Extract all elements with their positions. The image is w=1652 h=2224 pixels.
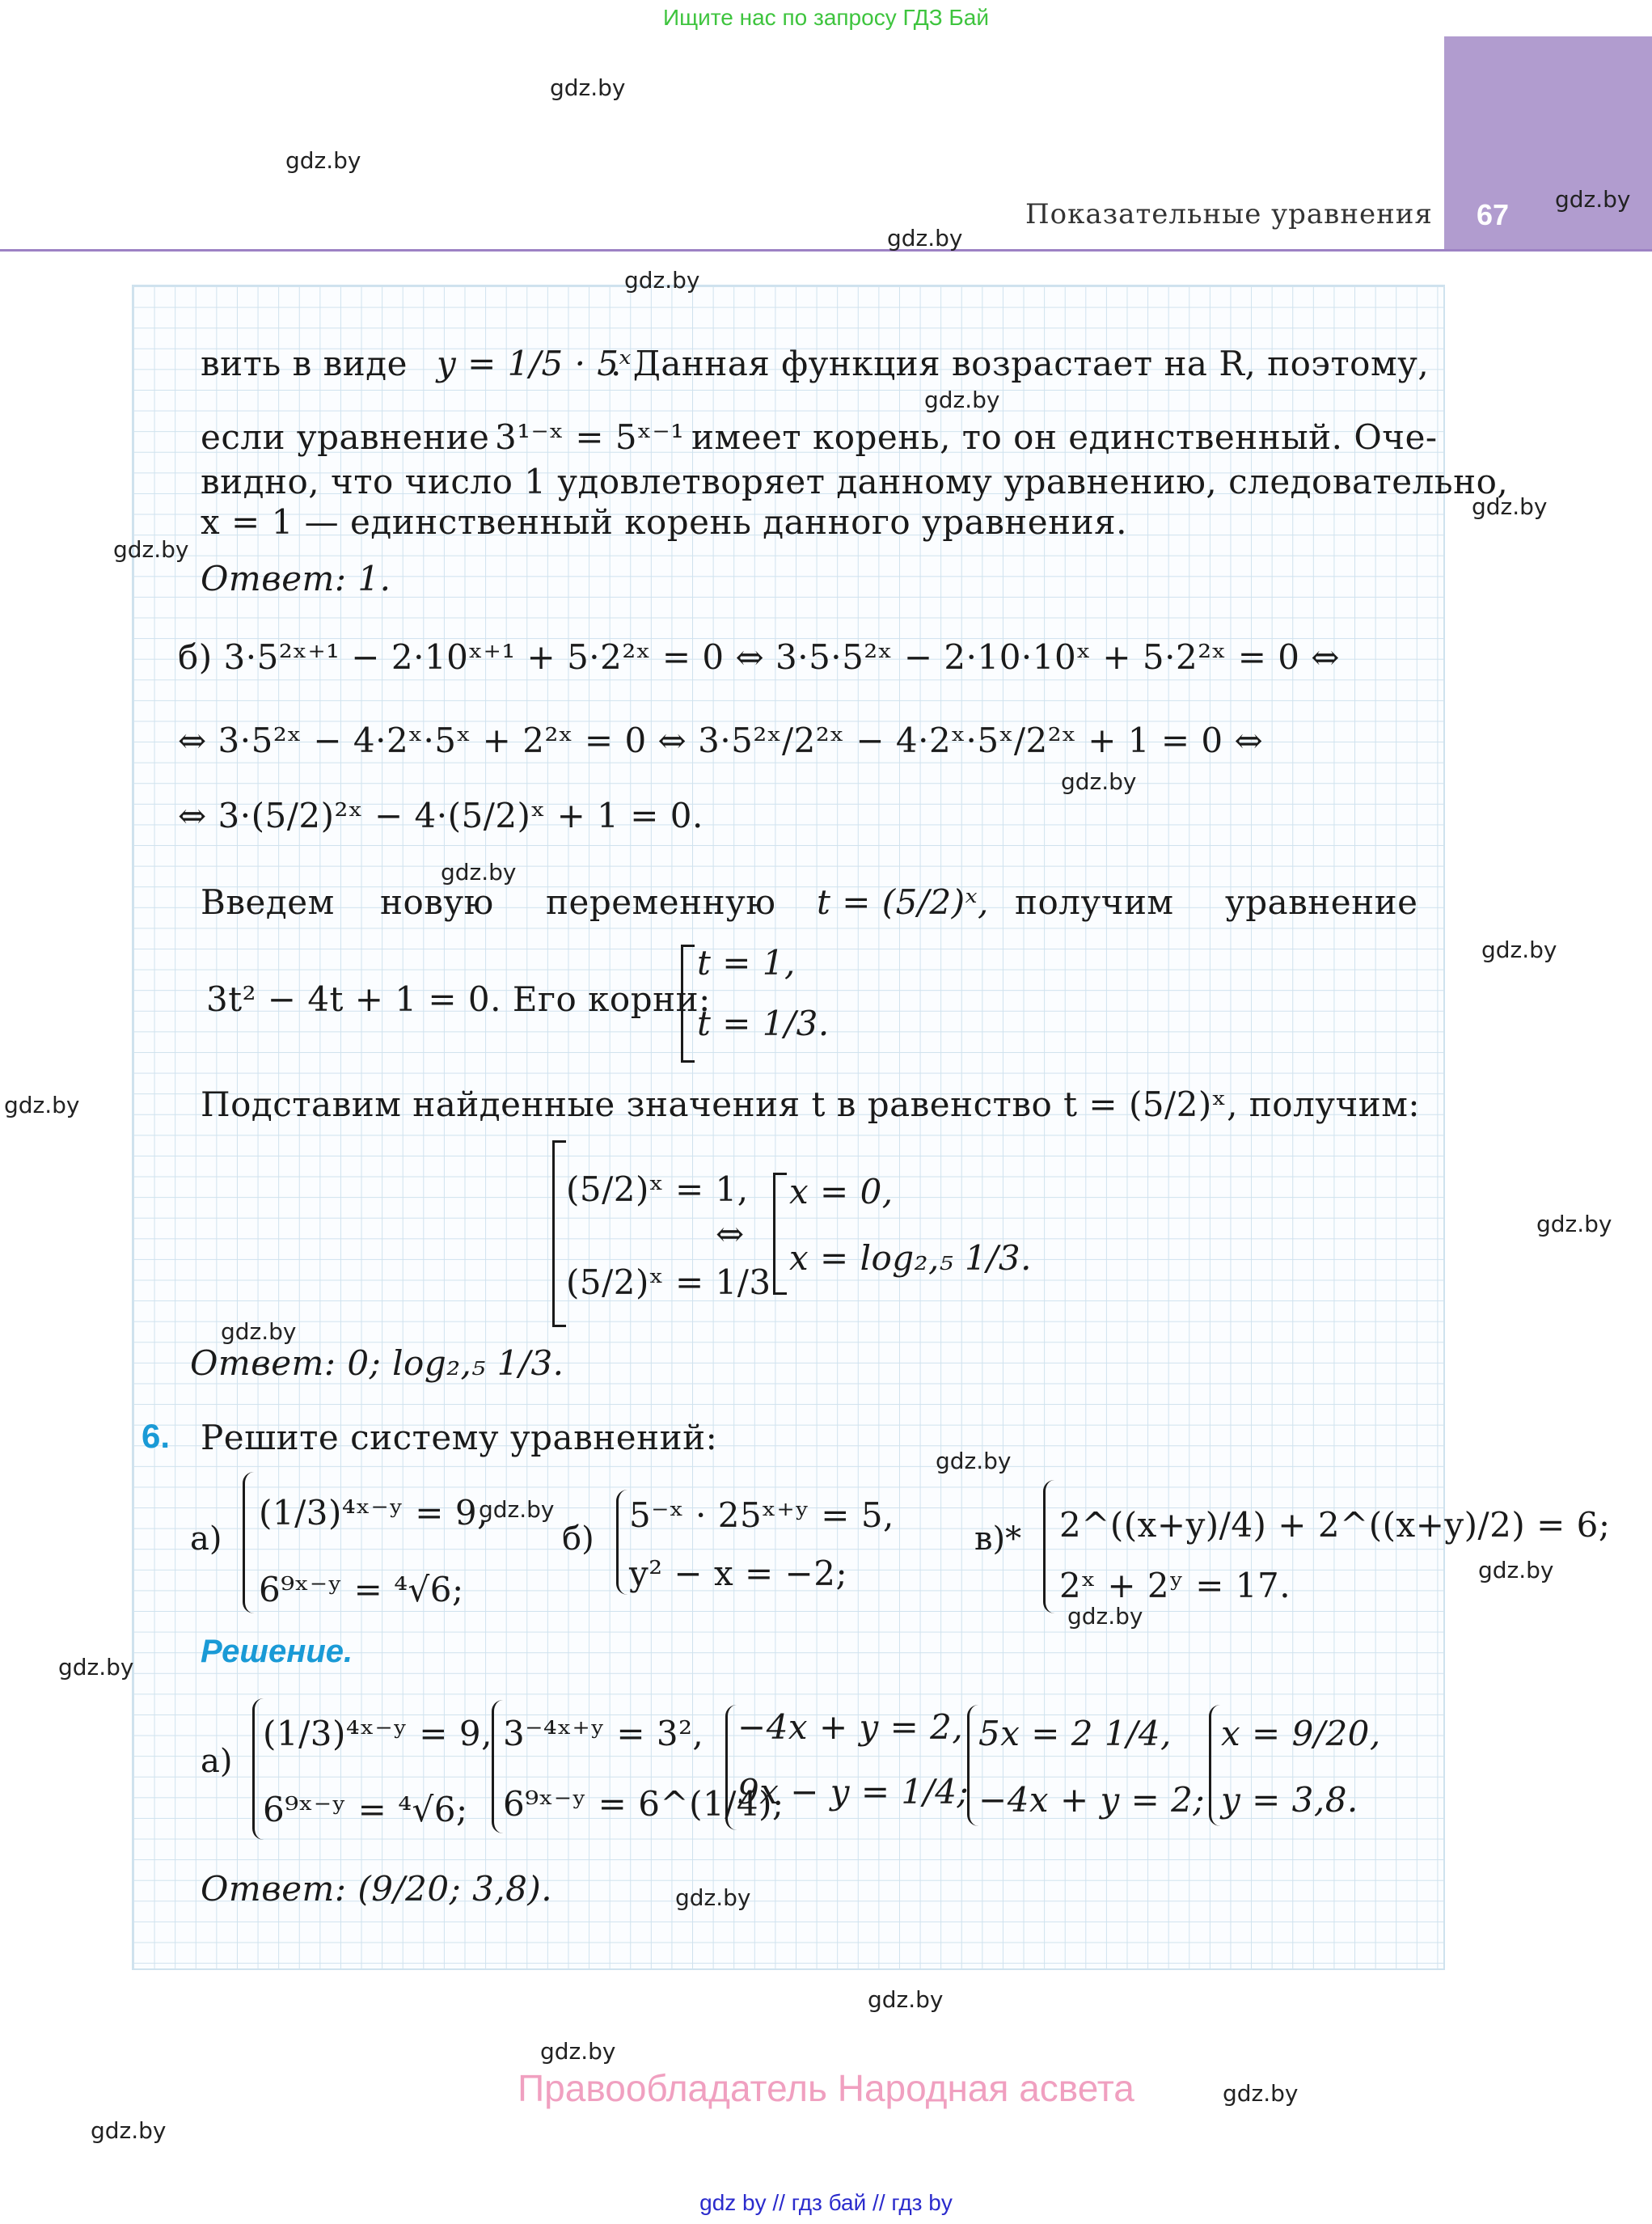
solution-step5-eq1: x = 9/20, <box>1221 1714 1381 1753</box>
solution-step3-eq2: 9x − y = 1/4; <box>737 1772 970 1812</box>
watermark: gdz.by <box>1223 2080 1299 2107</box>
watermark: gdz.by <box>540 2038 616 2065</box>
solution-step1-eq2: 6⁹ˣ⁻ʸ = ⁴√6; <box>263 1790 468 1829</box>
solution-a-label: а) <box>201 1743 233 1780</box>
watermark: gdz.by <box>113 536 189 563</box>
right-system-bracket <box>773 1173 787 1295</box>
task-a-eq2: 6⁹ˣ⁻ʸ = ⁴√6; <box>259 1570 464 1609</box>
task-number: 6. <box>142 1417 171 1455</box>
solution-step3-brace <box>725 1705 737 1830</box>
watermark: gdz.by <box>1481 937 1557 963</box>
p1-line4: x = 1 — единственный корень данного уравнения. <box>201 502 1127 542</box>
solution-step3-eq1: −4x + y = 2, <box>737 1707 964 1747</box>
watermark: gdz.by <box>550 74 626 101</box>
watermark: gdz.by <box>285 147 361 174</box>
root-1: t = 1, <box>697 943 796 983</box>
intro-var-a: Введем <box>201 882 335 922</box>
p1-formula: y = 1/5 · 5ˣ <box>437 344 632 383</box>
solution-step5-brace <box>1209 1705 1221 1826</box>
right-system-eq2: x = log₂,₅ 1/3. <box>789 1238 1033 1278</box>
watermark: gdz.by <box>479 1496 555 1523</box>
solution-label: Решение. <box>201 1634 353 1669</box>
watermark: gdz.by <box>58 1654 134 1681</box>
p1-line2-a: если уравнение <box>201 417 490 457</box>
solution-step2-eq2: 6⁹ˣ⁻ʸ = 6^(1/4); <box>503 1784 784 1824</box>
task-prompt: Решите систему уравнений: <box>201 1418 718 1457</box>
footer-links[interactable]: gdz by // гдз бай // гдз by <box>699 2190 953 2215</box>
task-c-label: в)* <box>974 1520 1022 1558</box>
watermark: gdz.by <box>675 1884 751 1911</box>
p1-line2-b: имеет корень, то он единственный. Оче- <box>691 417 1438 457</box>
task-c-eq1: 2^((x+y)/4) + 2^((x+y)/2) = 6; <box>1059 1505 1611 1545</box>
p1-line3: видно, что число 1 удовлетворяет данному уравнению, следовательно, <box>201 462 1509 501</box>
quad-equation: 3t² − 4t + 1 = 0. Его корни: <box>206 979 711 1019</box>
running-title: Показательные уравнения <box>1025 198 1433 230</box>
task-c-eq2: 2ˣ + 2ʸ = 17. <box>1059 1566 1291 1605</box>
solution-step2-eq1: 3⁻⁴ˣ⁺ʸ = 3², <box>503 1714 704 1753</box>
copyright-notice: Правообладатель Народная асвета <box>518 2067 1134 2109</box>
solution-step4-eq2: −4x + y = 2; <box>978 1780 1205 1820</box>
intro-var-c: переменную <box>546 882 776 922</box>
page-number-tab <box>1444 36 1652 251</box>
intro-var-d: получим <box>1015 882 1174 922</box>
watermark: gdz.by <box>624 267 700 294</box>
top-search-hint[interactable]: Ищите нас по запросу ГДЗ Бай <box>662 5 990 30</box>
answer-2: Ответ: 0; log₂,₅ 1/3. <box>190 1343 564 1383</box>
watermark: gdz.by <box>924 387 1000 413</box>
intro-var-e: уравнение <box>1225 882 1418 922</box>
task-a-eq1: (1/3)⁴ˣ⁻ʸ = 9, <box>259 1493 488 1533</box>
watermark: gdz.by <box>4 1092 80 1118</box>
solution-step1-eq1: (1/3)⁴ˣ⁻ʸ = 9, <box>263 1714 492 1753</box>
p1-line1-b: . Данная функция возрастает на R, поэтому, <box>611 344 1430 383</box>
watermark: gdz.by <box>1061 768 1137 795</box>
watermark: gdz.by <box>868 1986 944 2013</box>
watermark: gdz.by <box>1478 1557 1554 1583</box>
task-b-eq2: y² − x = −2; <box>629 1554 848 1593</box>
watermark: gdz.by <box>887 225 963 252</box>
left-system-eq1: (5/2)ˣ = 1, <box>566 1169 749 1209</box>
intro-var-formula: t = (5/2)ˣ, <box>817 882 989 922</box>
solution-step5-eq2: y = 3,8. <box>1221 1780 1358 1820</box>
solution-step4-eq1: 5x = 2 1/4, <box>978 1714 1172 1753</box>
page-number: 67 <box>1477 198 1510 231</box>
left-system-bracket <box>552 1140 566 1327</box>
watermark: gdz.by <box>1067 1603 1143 1630</box>
roots-bracket <box>681 945 695 1063</box>
task-c-brace <box>1043 1480 1055 1613</box>
watermark: gdz.by <box>441 859 517 886</box>
substitution-line: Подставим найденные значения t в равенство t = (5/2)ˣ, получим: <box>201 1085 1421 1124</box>
b-line3: ⇔ 3·(5/2)²ˣ − 4·(5/2)ˣ + 1 = 0. <box>178 796 703 835</box>
p1-line1-a: вить в виде <box>201 344 408 383</box>
task6-answer: Ответ: (9/20; 3,8). <box>201 1869 553 1909</box>
answer-1: Ответ: 1. <box>201 559 391 598</box>
task-a-label: а) <box>190 1520 222 1558</box>
b-line2: ⇔ 3·5²ˣ − 4·2ˣ·5ˣ + 2²ˣ = 0 ⇔ 3·5²ˣ/2²ˣ − 4·2ˣ·5ˣ/2²ˣ + 1 = 0 ⇔ <box>178 721 1264 760</box>
task-b-label: б) <box>562 1520 594 1558</box>
left-system-eq2: (5/2)ˣ = 1/3 <box>566 1262 771 1302</box>
solution-step2-brace <box>492 1700 504 1833</box>
equivalence-sign: ⇔ <box>716 1214 745 1254</box>
watermark: gdz.by <box>91 2117 167 2144</box>
solution-step4-brace <box>967 1705 979 1826</box>
task-b-brace <box>616 1490 628 1595</box>
watermark: gdz.by <box>1555 186 1631 213</box>
watermark: gdz.by <box>221 1318 297 1345</box>
task-a-brace <box>243 1472 255 1613</box>
b-line1: б) 3·5²ˣ⁺¹ − 2·10ˣ⁺¹ + 5·2²ˣ = 0 ⇔ 3·5·5²ˣ − 2·10·10ˣ + 5·2²ˣ = 0 ⇔ <box>178 637 1340 677</box>
intro-var-b: новую <box>380 882 494 922</box>
task-b-eq1: 5⁻ˣ · 25ˣ⁺ʸ = 5, <box>629 1495 894 1535</box>
root-2: t = 1/3. <box>697 1004 830 1043</box>
right-system-eq1: x = 0, <box>789 1172 894 1211</box>
watermark: gdz.by <box>1472 493 1548 520</box>
watermark: gdz.by <box>936 1448 1012 1474</box>
watermark: gdz.by <box>1536 1211 1612 1237</box>
header-rule <box>0 249 1652 252</box>
p1-line2-formula: 3¹⁻ˣ = 5ˣ⁻¹ <box>495 417 685 457</box>
